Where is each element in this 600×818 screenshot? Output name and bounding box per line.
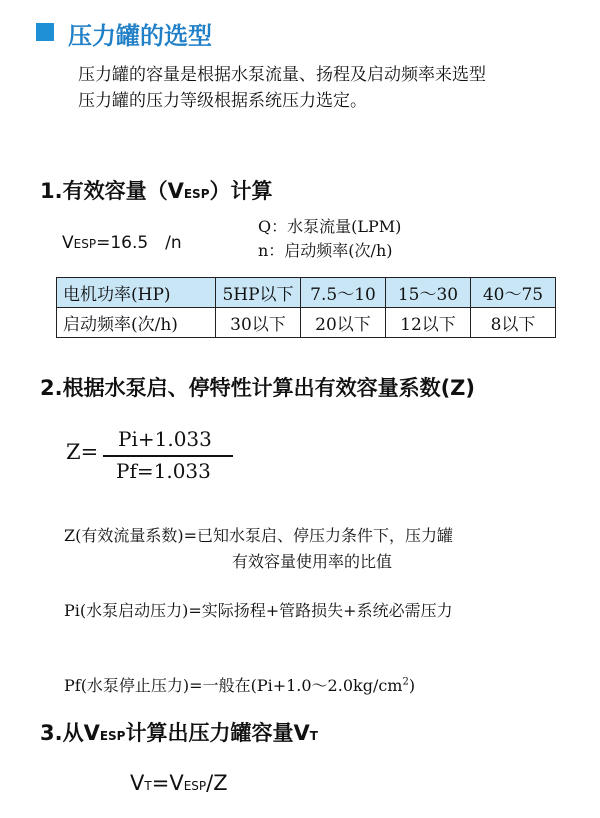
vesp-formula-rest: =16.5 /n (96, 233, 182, 253)
section-3-heading-sub-2: T (309, 729, 318, 743)
section-1-heading-v: V (167, 179, 184, 203)
vesp-formula-v: V (62, 233, 74, 253)
z-numerator: Pi+1.033 (118, 427, 212, 451)
vt-formula-sub-1: T (144, 779, 152, 793)
section-2-heading: 2.根据水泵启、停特性计算出有效容量系数(Z) (40, 376, 476, 400)
z-label: Z= (66, 440, 99, 464)
intro-line-2: 压力罐的压力等级根据系统压力选定。 (78, 91, 367, 111)
fraction-line (103, 455, 233, 457)
frequency-table (56, 277, 556, 338)
table-header-row (57, 278, 556, 308)
vt-formula-eq: =V (151, 771, 184, 795)
table-row (57, 308, 556, 338)
section-3-heading-prefix: 3.从V (40, 721, 100, 745)
pf-superscript: 2 (402, 676, 409, 688)
title-square-icon (36, 23, 54, 41)
table-cell: 12以下 (386, 308, 471, 338)
table-header-label: 电机功率(HP) (57, 278, 216, 308)
table-header-cell: 7.5～10 (301, 278, 386, 308)
section-3-heading-mid: 计算出压力罐容量V (125, 721, 310, 745)
vt-formula-rest: /Z (206, 771, 228, 795)
table-cell: 8以下 (471, 308, 556, 338)
pf-close: ) (408, 676, 416, 695)
z-denominator: Pf=1.033 (116, 459, 211, 483)
page-title: 压力罐的选型 (68, 22, 212, 50)
pi-description: Pi(水泵启动压力)=实际扬程+管路损失+系统必需压力 (64, 601, 453, 620)
section-1-heading-sub: ESP (183, 187, 210, 201)
vt-formula-v: V (130, 771, 145, 795)
table-cell: 20以下 (301, 308, 386, 338)
table-header-cell: 5HP以下 (216, 278, 301, 308)
note-n: n：启动频率(次/h) (258, 241, 393, 260)
vt-formula-sub-2: ESP (183, 779, 207, 793)
z-description-line-1: Z(有效流量系数)=已知水泵启、停压力条件下，压力罐 (64, 526, 454, 545)
table-header-cell: 15～30 (386, 278, 471, 308)
vesp-formula (62, 228, 182, 253)
pf-description (64, 673, 415, 696)
intro-line-1: 压力罐的容量是根据水泵流量、扬程及启动频率来选型 (78, 65, 486, 85)
table-header-cell: 40～75 (471, 278, 556, 308)
section-1-heading (40, 175, 273, 205)
table-row-label: 启动频率(次/h) (57, 308, 216, 338)
vt-formula (130, 771, 228, 795)
section-3-heading (40, 717, 318, 747)
vesp-formula-sub: ESP (73, 237, 97, 251)
z-description-line-2: 有效容量使用率的比值 (232, 552, 393, 571)
table-cell: 30以下 (216, 308, 301, 338)
section-3-heading-sub-1: ESP (99, 729, 126, 743)
note-q: Q：水泵流量(LPM) (258, 217, 402, 236)
section-1-heading-prefix: 1.有效容量（ (40, 179, 168, 203)
section-1-heading-suffix: ）计算 (209, 179, 273, 203)
pf-description-text: Pf(水泵停止压力)=一般在(Pi+1.0～2.0kg/cm (64, 676, 403, 695)
